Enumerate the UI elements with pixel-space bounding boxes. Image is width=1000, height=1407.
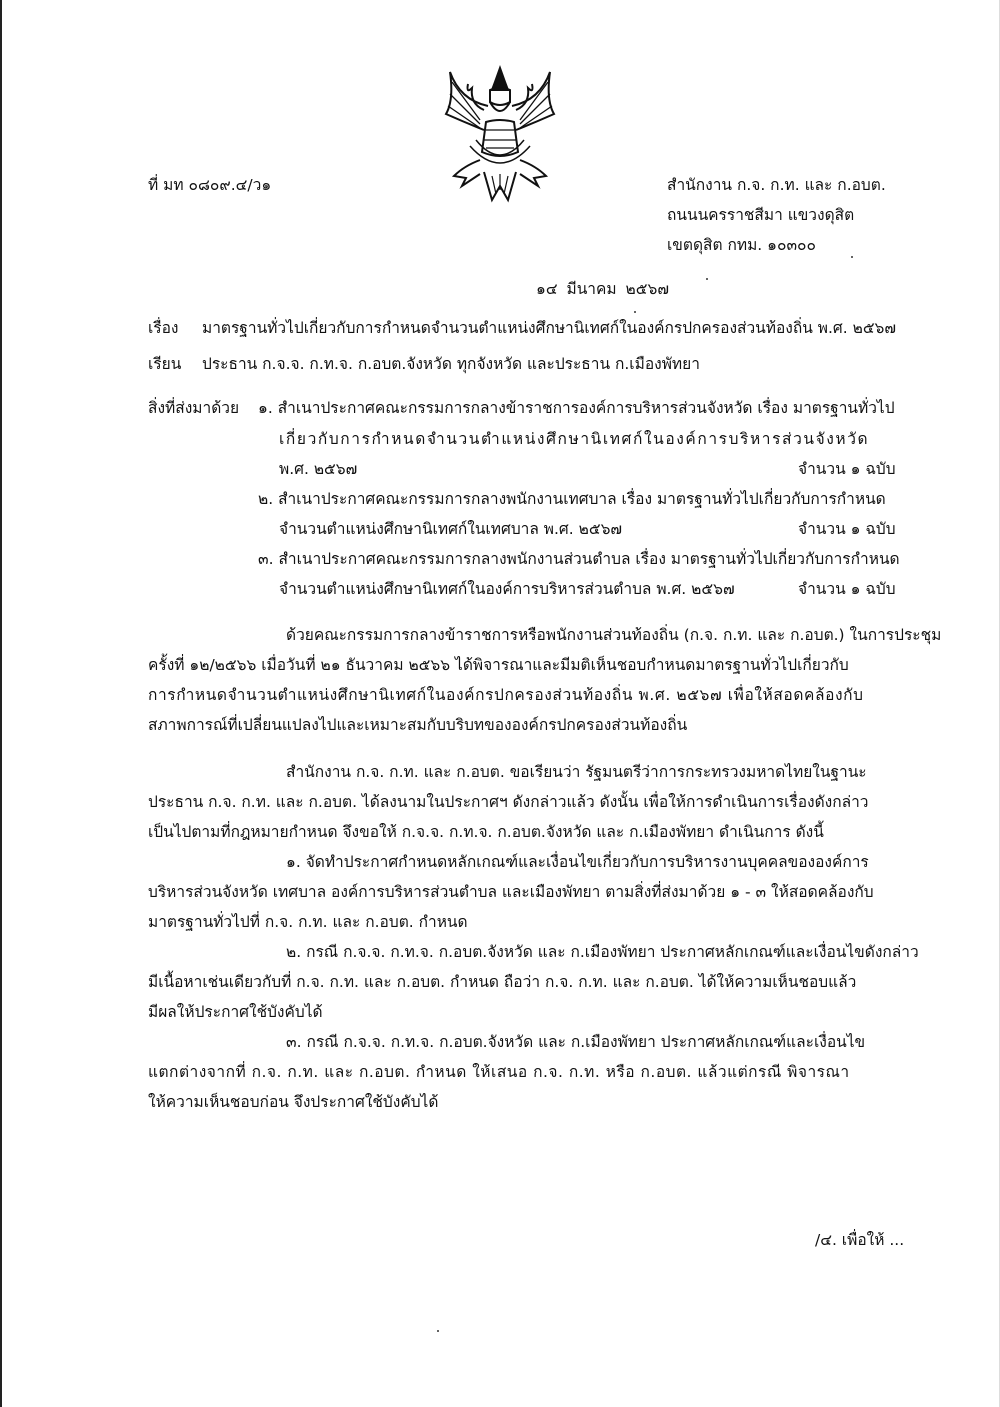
- paragraph-line: แตกต่างจากที่ ก.จ. ก.ท. และ ก.อบต. กำหนด ให้เสนอ ก.จ. ก.ท. หรือ ก.อบต. แล้วแต่กรณี พิจารณา: [148, 1063, 850, 1081]
- paragraph-line: ให้ความเห็นชอบก่อน จึงประกาศใช้บังคับได้: [148, 1093, 439, 1111]
- paragraph-line: ๒. กรณี ก.จ.จ. ก.ท.จ. ก.อบต.จังหวัด และ ก.เมืองพัทยา ประกาศหลักเกณฑ์และเงื่อนไขดังกล่าว: [286, 943, 919, 961]
- enclosure-line: ๓. สำเนาประกาศคณะกรรมการกลางพนักงานส่วนตำบล เรื่อง มาตรฐานทั่วไปเกี่ยวกับการกำหนด: [258, 550, 900, 568]
- enclosure-line: จำนวนตำแหน่งศึกษานิเทศก์ในเทศบาล พ.ศ. ๒๕๖๗: [279, 520, 623, 538]
- scan-speck: [706, 278, 708, 280]
- paragraph-line: สภาพการณ์ที่เปลี่ยนแปลงไปและเหมาะสมกับบริบทขององค์กรปกครองส่วนท้องถิ่น: [148, 716, 688, 734]
- enclosure-line: จำนวนตำแหน่งศึกษานิเทศก์ในองค์การบริหารส่วนตำบล พ.ศ. ๒๕๖๗: [279, 580, 735, 598]
- enclosure-count: จำนวน ๑ ฉบับ: [798, 460, 896, 478]
- addressee-text: ประธาน ก.จ.จ. ก.ท.จ. ก.อบต.จังหวัด ทุกจังหวัด และประธาน ก.เมืองพัทยา: [202, 355, 700, 373]
- office-district: เขตดุสิต กทม. ๑๐๓๐๐: [667, 236, 816, 254]
- subject-label: เรื่อง: [148, 319, 179, 337]
- enclosure-line: พ.ศ. ๒๕๖๗: [279, 460, 358, 478]
- paragraph-line: มีผลให้ประกาศใช้บังคับได้: [148, 1003, 323, 1021]
- scan-edge: [0, 0, 2, 1407]
- paragraph-line: ๓. กรณี ก.จ.จ. ก.ท.จ. ก.อบต.จังหวัด และ ก.เมืองพัทยา ประกาศหลักเกณฑ์และเงื่อนไข: [286, 1033, 866, 1051]
- paragraph-line: สำนักงาน ก.จ. ก.ท. และ ก.อบต. ขอเรียนว่า รัฐมนตรีว่าการกระทรวงมหาดไทยในฐานะ: [286, 763, 867, 781]
- scan-speck: [634, 311, 636, 313]
- scan-speck: [851, 256, 853, 258]
- paragraph-line: การกำหนดจำนวนตำแหน่งศึกษานิเทศก์ในองค์กรปกครองส่วนท้องถิ่น พ.ศ. ๒๕๖๗ เพื่อให้สอดคล้องกับ: [148, 686, 864, 704]
- paragraph-line: ประธาน ก.จ. ก.ท. และ ก.อบต. ได้ลงนามในประกาศฯ ดังกล่าวแล้ว ดังนั้น เพื่อให้การดำเนินการเรื่องดังกล่าว: [148, 793, 869, 811]
- paragraph-line: เป็นไปตามที่กฎหมายกำหนด จึงขอให้ ก.จ.จ. ก.ท.จ. ก.อบต.จังหวัด และ ก.เมืองพัทยา ดำเนินการ ดังนี้: [148, 823, 824, 841]
- office-street: ถนนนครราชสีมา แขวงดุสิต: [667, 206, 855, 224]
- continuation-note: /๔. เพื่อให้ ...: [815, 1231, 905, 1249]
- paragraph-line: ๑. จัดทำประกาศกำหนดหลักเกณฑ์และเงื่อนไขเกี่ยวกับการบริหารงานบุคคลขององค์การ: [286, 853, 869, 871]
- enclosure-line: ๑. สำเนาประกาศคณะกรรมการกลางข้าราชการองค์การบริหารส่วนจังหวัด เรื่อง มาตรฐานทั่วไป: [258, 399, 895, 417]
- paragraph-line: ครั้งที่ ๑๒/๒๕๖๖ เมื่อวันที่ ๒๑ ธันวาคม ๒๕๖๖ ได้พิจารณาและมีมติเห็นชอบกำหนดมาตรฐานทั่วไปเกี่ยวกับ: [148, 656, 849, 674]
- enclosure-count: จำนวน ๑ ฉบับ: [798, 520, 896, 538]
- paragraph-line: บริหารส่วนจังหวัด เทศบาล องค์การบริหารส่วนตำบล และเมืองพัทยา ตามสิ่งที่ส่งมาด้วย ๑ - ๓ ให้สอดคล้องกับ: [148, 883, 874, 901]
- office-name: สำนักงาน ก.จ. ก.ท. และ ก.อบต.: [667, 176, 886, 194]
- scan-speck: [437, 1330, 439, 1332]
- garuda-emblem-icon: [440, 60, 560, 210]
- letter-date: ๑๔ มีนาคม ๒๕๖๗: [536, 280, 669, 298]
- subject-text: มาตรฐานทั่วไปเกี่ยวกับการกำหนดจำนวนตำแหน่งศึกษานิเทศก์ในองค์กรปกครองส่วนท้องถิ่น พ.ศ. ๒๕๖๗: [202, 319, 897, 337]
- paragraph-line: มาตรฐานทั่วไปที่ ก.จ. ก.ท. และ ก.อบต. กำหนด: [148, 913, 468, 931]
- reference-number: ที่ มท ๐๘๐๙.๔/ว๑: [148, 176, 272, 194]
- enclosure-line: เกี่ยวกับการกำหนดจำนวนตำแหน่งศึกษานิเทศก์ในองค์การบริหารส่วนจังหวัด: [279, 430, 870, 448]
- enclosure-line: ๒. สำเนาประกาศคณะกรรมการกลางพนักงานเทศบาล เรื่อง มาตรฐานทั่วไปเกี่ยวกับการกำหนด: [258, 490, 886, 508]
- paragraph-line: มีเนื้อหาเช่นเดียวกับที่ ก.จ. ก.ท. และ ก.อบต. กำหนด ถือว่า ก.จ. ก.ท. และ ก.อบต. ได้ให้ความเห็นชอบแล้ว: [148, 973, 857, 991]
- enclosure-count: จำนวน ๑ ฉบับ: [798, 580, 896, 598]
- enclosures-label: สิ่งที่ส่งมาด้วย: [148, 399, 240, 417]
- addressee-label: เรียน: [148, 355, 182, 373]
- paragraph-line: ด้วยคณะกรรมการกลางข้าราชการหรือพนักงานส่วนท้องถิ่น (ก.จ. ก.ท. และ ก.อบต.) ในการประชุม: [286, 626, 942, 644]
